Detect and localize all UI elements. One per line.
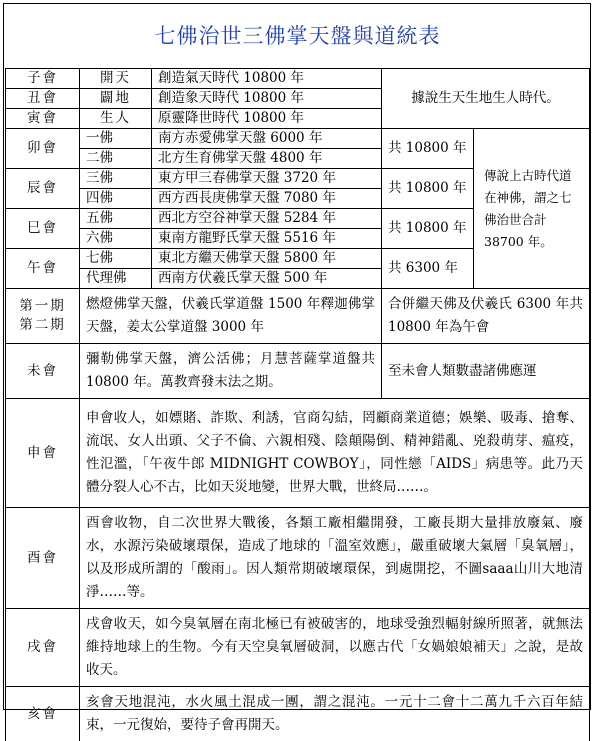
group-total: 共 10800 年 <box>382 209 474 249</box>
stage-label: 闢地 <box>80 89 152 109</box>
buddha-name: 代理佛 <box>80 269 152 289</box>
hui-label: 未會 <box>6 344 80 399</box>
buddha-name: 七佛 <box>80 249 152 269</box>
hui-label: 寅會 <box>6 109 80 129</box>
buddha-name: 二佛 <box>80 149 152 169</box>
period-labels <box>6 289 80 344</box>
buddha-desc: 東南方龍野氏掌天盤 5516 年 <box>152 229 382 249</box>
buddha-name: 六佛 <box>80 229 152 249</box>
stage-desc: 創造象天時代 10800 年 <box>152 89 382 109</box>
early-note: 據說生天生地生人時代。 <box>382 69 590 129</box>
buddha-desc: 西北方空谷神掌天盤 5284 年 <box>152 209 382 229</box>
hui-label: 子會 <box>6 69 80 89</box>
hui-label: 戌會 <box>6 609 80 687</box>
period-label-2: 第二期 <box>12 316 73 335</box>
hui-label: 申會 <box>6 399 80 508</box>
hui-label: 辰會 <box>6 169 80 209</box>
buddha-name: 一佛 <box>80 129 152 149</box>
buddha-desc: 北方生育佛掌天盤 4800 年 <box>152 149 382 169</box>
period-note: 合併繼天佛及伏羲氏 6300 年共 10800 年為午會 <box>382 289 590 344</box>
table-frame <box>3 3 591 710</box>
buddha-desc: 東方甲三春佛掌天盤 3720 年 <box>152 169 382 189</box>
table-title: 七佛治世三佛掌天盤與道統表 <box>6 4 590 69</box>
hui-label: 午會 <box>6 249 80 289</box>
period-text: 燃燈佛掌天盤，伏羲氏掌道盤 1500 年釋迦佛掌天盤，姜太公掌道盤 3000 年 <box>80 289 382 344</box>
buddha-name: 四佛 <box>80 189 152 209</box>
hui-label: 丑會 <box>6 89 80 109</box>
you-text: 酉會收物，自二次世界大戰後，各類工廠相繼開發，工廠長期大量排放廢氣、廢水，水源污染破壞環保，造成了地球的「溫室效應」，嚴重破壞大氣層「臭氧層」，以及形成所謂的「酸雨」。因人類常期破壞環保，到處開挖，不圖saaa山川大地清淨……等。 <box>80 508 590 609</box>
wei-text: 彌勒佛掌天盤，濟公活佛；月慧菩薩掌道盤共 10800 年。萬教齊發末法之期。 <box>80 344 382 399</box>
seven-buddha-note: 傳說上古時代道在神佛，謂之七佛治世合計 38700 年。 <box>474 129 590 289</box>
group-total: 共 10800 年 <box>382 169 474 209</box>
hui-label: 酉會 <box>6 508 80 609</box>
hui-label: 亥會 <box>6 687 80 741</box>
stage-label: 開天 <box>80 69 152 89</box>
xu-text: 戌會收天，如今臭氧層在南北極已有被破害的，地球受強烈輻射線所照著，就無法維持地球上的生物。今有天空臭氧層破洞，以應古代「女媧娘娘補天」之說，是故收天。 <box>80 609 590 687</box>
buddha-desc: 西南方伏羲氏掌天盤 500 年 <box>152 269 382 289</box>
buddha-name: 五佛 <box>80 209 152 229</box>
hui-label: 巳會 <box>6 209 80 249</box>
shen-text: 申會收人，如嫖賭、詐欺、利誘，官商勾結，罔顧商業道德；娛樂、吸毒、搶奪、流氓、女人出頭、父子不倫、六親相殘、陰顛陽倒、精神錯亂、兇殺萌芽、瘟疫，性氾濫，「午夜牛郎 MIDNIGHT COWBOY」，同性戀「AIDS」病患等。此乃天體分裂人心不古，比如天災地變，世界大戰，世終局……。 <box>80 399 590 508</box>
dao-lineage-table <box>5 4 590 741</box>
buddha-desc: 東北方繼天佛掌天盤 5800 年 <box>152 249 382 269</box>
hai-text: 亥會天地混沌，水火風土混成一團，謂之混沌。一元十二會十二萬九千六百年結束，一元復始，要待子會再開天。 <box>80 687 590 741</box>
hui-label: 卯會 <box>6 129 80 169</box>
group-total: 共 10800 年 <box>382 129 474 169</box>
wei-note: 至未會人類數盡諸佛應運 <box>382 344 590 399</box>
buddha-desc: 南方赤愛佛掌天盤 6000 年 <box>152 129 382 149</box>
group-total: 共 6300 年 <box>382 249 474 289</box>
buddha-name: 三佛 <box>80 169 152 189</box>
buddha-desc: 西方西長庚佛掌天盤 7080 年 <box>152 189 382 209</box>
stage-desc: 原靈降世時代 10800 年 <box>152 109 382 129</box>
stage-desc: 創造氣天時代 10800 年 <box>152 69 382 89</box>
period-label-1: 第一期 <box>12 297 73 316</box>
stage-label: 生人 <box>80 109 152 129</box>
